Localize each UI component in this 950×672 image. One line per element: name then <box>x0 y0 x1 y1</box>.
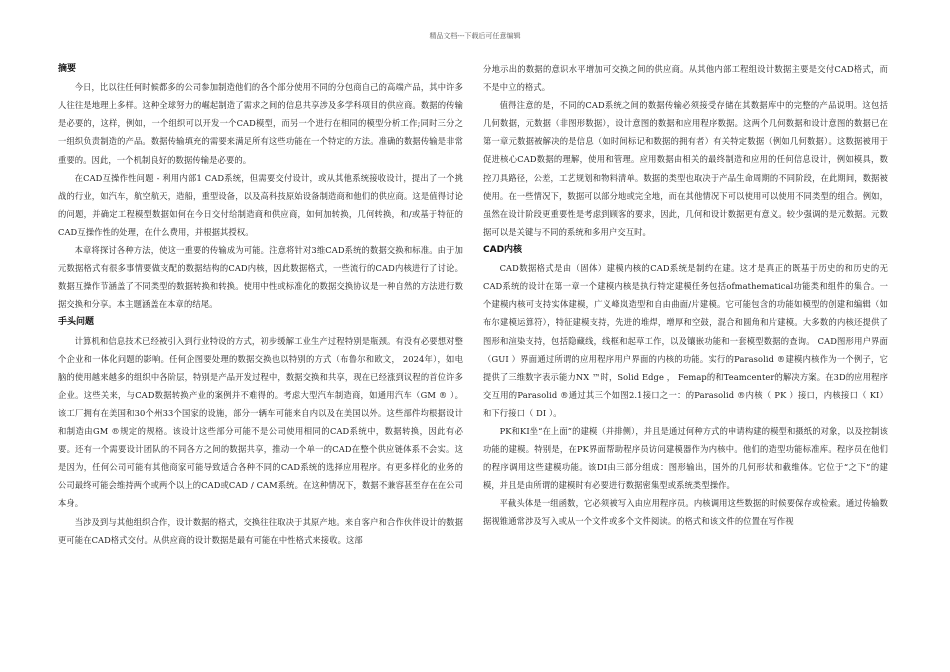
page-header: 精品文档---下载后可任意编辑 <box>429 32 521 40</box>
abstract-heading: 摘要 <box>58 64 77 74</box>
abstract-paragraph-2: 在CAD互操作性问题 - 利用内部1 CAD系统，但需要交付设计，或从其他系统接收设计，提出了一个挑战的行业，如汽车，航空航天，造船，重型设备，以及高科技原始设备制造商和他们的供应商。这是值得讨论的问题，并确定工程模型数据如何在今日交付给制造商和供应商，如何加转换，几何转换，和/或基于特征的CAD互操作性的处理，在什么费用，并根据其授权。 <box>58 172 463 237</box>
left-column <box>58 60 463 549</box>
cad-kernel-paragraph-3: 平截头体是一组函数，它必须被写入由应用程序员。内核调用这些数据的时候要保存或检索。通过传输数据视锥通常涉及写入或从一个文件或多个文件阅读。的格式和该文件的位置在写作视 <box>483 498 888 527</box>
abstract-paragraph-3: 本章将探讨各种方法，使这一重要的传输成为可能。注意将针对3维CAD系统的数据交换和标准。由于加元数据格式有很多事情要做支配的数据结构的CAD内核，因此数据格式，一些流行的CAD内核进行了讨论。数据互操作节涵盖了不同类型的数据转换和转换。使用中性或标准化的数据交换协议是一种自然的方法进行数据交换和分享。本主题涵盖在本章的结尾。 <box>58 245 463 310</box>
problem-heading: 手头问题 <box>58 317 95 328</box>
cad-kernel-paragraph-1: CAD数据格式是由（固体）建模内核的CAD系统是制约在建。这才是真正的既基于历史的和历史的无CAD系统的设计在第一章一个建模内核是执行特定建模任务包括ofmathematical功能类和组件的集合。一个建模内核可支持实体建模，广义峰岚造型和自由曲面/片建模。它可能包含的功能如模型的创建和编辑（如布尔建模运算符），特征建模支持，先进的堆焊，增厚和空鼓，混合和圆角和片建模。大多数的内核还提供了图形和渲染支持，包括隐藏线，线框和起草工作，以及镶嵌功能和一套模型数据的查询。 CAD图形用户界面（GUI ）界面通过所谓的应用程序用户界面的内核的功能。实行的Parasolid ®建模内核作为一个例子，它提供了三维数字表示能力NX ™时，Solid Edge ， Femap的和Teamcenter的解决方案。在3D的应用程序交互用的Parasolid ®通过其三个如图2.1接口之一：的Parasolid ®内核（ PK ）接口，内核接口（ KI）和下行接口（ DI ）。 <box>483 263 888 418</box>
problem-paragraph-1: 计算机和信息技术已经被引入到行业特设的方式，初步缓解工业生产过程特别是瓶颈。有没有必要想对整个企业和一体化问题的影响。任何企图要处理的数据交换也以特别的方式（布鲁尔和欧文， 2024年），如电脑的使用越来越多的组织中各阶层，特别是产品开发过程中，数据交换和共享，现在已经涨到议程的首位许多企业。这些关来，与CAD数据转换产业的案例并不难得的。考虑大型汽车制造商，如通用汽车（GM ® ）。该工厂拥有在美国和30个州33个国家的设施，部分一辆车可能来自内以及在美国以外。这些部件均根据设计和制造由GM ®规定的规格。该设计这些部分可能不是公司使用相同的CAD系统中，数据转换，因此有必要。还有一个需要设计团队的不同各方之间的数据共享，推动一个单一的CAD在整个供应链体系不会实。这是因为，任何公司可能有其他商家可能导致适合各种不同的CAD系统的选择应用程序。有更多样化的业务的公司最终可能会维持两个或两个以上的CAD或CAD / CAM系统。在这种情况下，数据不兼容甚至存在在公司本身。 <box>58 335 463 509</box>
problem-paragraph-2: 当涉及到与其他组织合作，设计数据的格式，交换往往取决于其原产地。来自客户和合作伙伴设计的数据更可能在CAD格式交付。从供应商的设计数据是最有可能在中性格式来接收。这部 <box>58 516 463 545</box>
abstract-paragraph-1: 今日，比以往任何时候都多的公司参加制造他们的各个部分使用不同的分包商自己的高端产品，其中许多人往往是地理上多样。这种全球努力的崛起制造了需求之间的信息共享涉及多学科项目的供应商。数据的传输是必要的，这样，例如，一个组织可以开发一个CAD模型，而另一个进行在相同的模型分析工作;同时三分之一组织负责制造的产品。数据传输填充的需要来满足所有这些功能在一个特定的方法。准确的数据传输是非常重要的。因此，一个机制良好的数据传输是必要的。 <box>58 82 463 165</box>
cad-kernel-paragraph-2: PK和KI坐“在上面”的建模（并排侧），并且是通过何种方式的申请构建的模型和摄纸的对象，以及控制该功能的建模。特别是，在PK界面帮助程序员访问建模器作为内核中。他们的造型功能标准库。程序员在他们的程序调用这些建模功能。该DI由三部分组成：图形输出，国外的几何形状和截维体。它位于“之下”的建模，并且是由所谓的建模时有必要进行数据密集型或系统类型操作。 <box>483 425 888 491</box>
cad-kernel-heading: CAD内核 <box>483 244 523 255</box>
right-column <box>483 60 888 531</box>
continuation-paragraph: 分地示出的数据的意识水平增加可交换之间的供应商。从其他内部工程组设计数据主要是交付CAD格式，而不是中立的格式。 <box>483 64 888 93</box>
data-types-paragraph: 值得注意的是，不同的CAD系统之间的数据传输必须接受存储在其数据库中的完整的产品说明。这包括几何数据，元数据（非图形数据），设计意图的数据和应用程序数据。这两个几何数据和设计意图的数据已在第一章元数据被解决的是信息（如时间标记和数据的拥有者）有关特定数据（例如几何数据）。这数据被用于促进核心CAD数据的理解，使用和管理。应用数据由相关的最终制造和应用的任何信息设计，例如模具，数控刀具路径，公差，工艺规划和物料清单。数据的类型也取决于产品生命周期的不同阶段，在此期间，数据被使用。在一些情况下，数据可以部分地或完全地，而在其他情况下可以使用可以使用不同类型的组合。例如，虽然在设计阶段更重要性是考虑到顾客的要求，因此，几何和设计数据更有意义。较少强调的是元数据。元数据可以是关键与不同的系统和多用户交互时。 <box>483 100 888 237</box>
